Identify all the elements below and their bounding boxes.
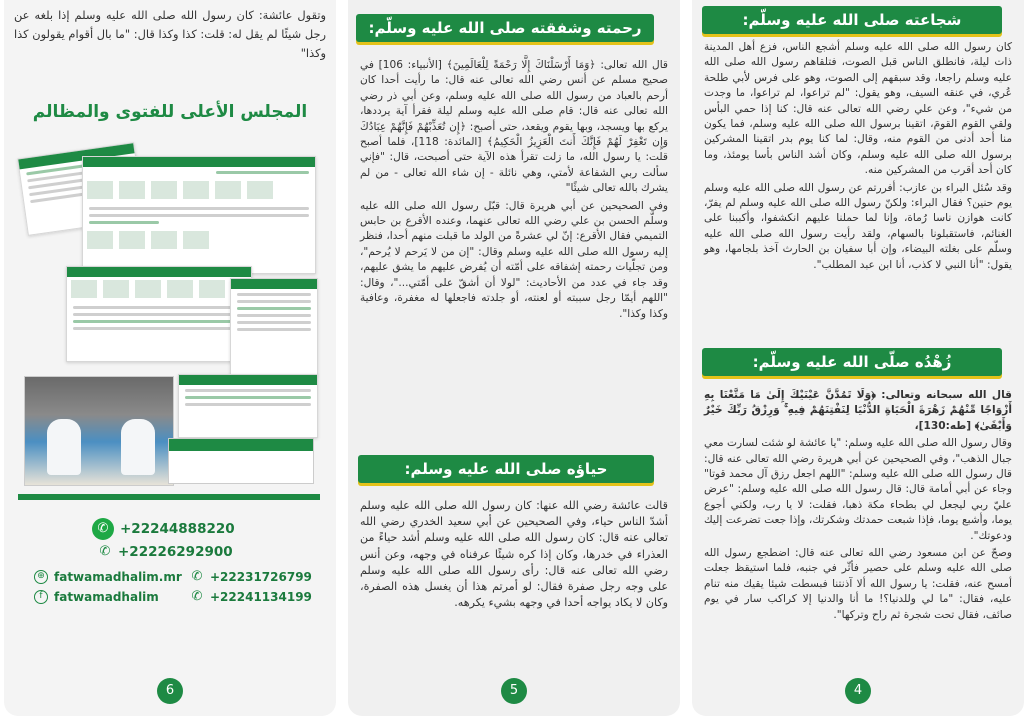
heading-mercy: رحمته وشفقته صلى الله عليه وسلّم: [356, 14, 654, 42]
whatsapp-row[interactable] [92, 518, 235, 540]
council-name: المجلس الأعلى للفتوى والمظالم [32, 102, 308, 122]
website-screenshot-collage [18, 148, 320, 498]
collage-divider [18, 494, 320, 500]
courage-section-text [692, 40, 1024, 275]
website-screenshot-5 [178, 374, 318, 438]
aisha-quote-text: وتقول عائشة: كان رسول الله صلى الله عليه وسلم إذا بلغه عن رجل شيئًا لم يقل له: قلت: كذا وكذا قال: "ما بال أقوام يقولون كذا وكذا" [14, 8, 326, 60]
website-screenshot-3 [66, 266, 252, 362]
asceticism-section-text [692, 388, 1024, 625]
mercy-paragraph-2: وفي الصحيحين عن أبي هريرة قال: قبّل رسول الله صلى الله عليه وسلّم الحسن بن علي رضي الله تعالى عنهما، وعنده الأقرع بن حابس التميمي فقال الأقرع: إنّ لي عشرةً من الولد ما قبلت منهم أحدا، فنظر إليه رسول الله صلى الله عليه وسلم وقال: "إن من لا يَرحم لا يُرحم"، ومن تجلّيات رحمته إشفاقه على أمّته أن يُفرض عليهم ما يشق عليهم، وقد جاء في عدد من الأحاديث: "لولا أن أشقّ على أمّتي..."، وقال: "اللهم أيمّا رجل سببته أو لعنته، أو جلدته فاجعلها له مغفرة، وعافية وكذا وكذا". [360, 199, 668, 320]
page-number: 5 [501, 678, 527, 704]
panel-page-5 [348, 0, 680, 716]
heading-modesty: حياؤه صلى الله عليه وسلم: [358, 455, 654, 483]
phone-row-2[interactable] [190, 570, 312, 584]
website-link[interactable]: fatwamadhalim.mr [54, 570, 182, 584]
asceticism-paragraph-3: وصحّ عن ابن مسعود رضي الله تعالى عنه قال: اضطجع رسول الله صلى الله عليه وسلم على حصير فأثّر في جنبه، فلما استيقظ جعلت أمسح عنه، فقلت: يا رسول الله ألا آذنتنا فبسطت شيئا يقيك منه تنام عليه، فقال: "ما لي وللدنيا؟! ما أنا والدنيا إلا كراكب سار في يوم صائف، فقال تحت شجرة ثم راح وتركها". [704, 547, 1012, 621]
mercy-section-text [348, 58, 680, 324]
website-row[interactable] [34, 570, 182, 584]
heading-courage: شجاعته صلى الله عليه وسلّم: [702, 6, 1002, 34]
phone-row-1[interactable] [98, 544, 233, 560]
website-screenshot-2 [82, 156, 316, 274]
asceticism-paragraph-2: وقال رسول الله صلى الله عليه وسلم: "يا عائشة لو شئت لسارت معي جبال الذهب"، وفي الصحيحين عن أبي هريرة رضي الله تعالى عنه قال: قال رسول الله صلى الله عليه وسلم: "اللهم اجعل رزق آل محمد قوتا" وجاء عن أبي أمامة قال: قال رسول الله صلى الله عليه وسلم: "عرض عليّ ربي ليجعل لي بطحاء مكة ذهبا، فقلت: لا يا رب، ولكني أجوع يوما، وأشبع يوما، فإذا شبعت حمدتك وشكرتك، وإذا جعت تضرعت إليك ودعوتك". [703, 437, 1012, 542]
modesty-paragraph: قالت عائشة رضي الله عنها: كان رسول الله صلى الله عليه وسلم أشدّ الناس حياء، وفي الصحيحين عن أبي سعيد الخدري رضي الله تعالى عنه قال: كان رسول الله صلى الله عليه وسلم أشد حياءً من العذراء في خدرها، وكان إذا كره شيئًا عرفناه في وجهه، وعن أنس رضي الله تعالى عنه قال: رأى رسول الله صلى الله عليه وسلم على وجه رجل صفرة فقال: لو أمرتم هذا أن يغسل هذه الصفرة، وكان لا يكاد يواجه أحدا في وجهه بشيء يكرهه. [360, 499, 668, 610]
courage-paragraph-2: وقد سُئل البراء بن عازب: أفررتم عن رسول الله صلى الله عليه وسلم يوم حنين؟ فقال البراء: ولكنّ رسول الله صلى الله عليه وسلم لم يفرّ، كانت هوازن ناسا رُماة، وإنا لما حملنا عليهم انكشفوا، وأكببنا على الغنائم، فاستقبلونا بالسهام، ولقد رأيت رسول الله صلى الله عليه وسلّم على بغلته البيضاء، وإن أبا سفيان بن الحارث آخذ بلجامها، وهو يقول: "أنا النبي لا كذب، أنا ابن عبد المطلب". [704, 181, 1012, 271]
page-number: 6 [157, 678, 183, 704]
mercy-paragraph-1: قال الله تعالى: ﴿وَمَا أَرْسَلْنَاكَ إِلَّا رَحْمَةً لِلْعَالَمِينَ﴾ [الأنبياء: 106] في صحيح مسلم عن أنس رضي الله تعالى عنه قال: ما رأيت أحدا كان أرحم بالعباد من رسول الله صلى الله عليه وسلم، وعن أبي ذر رضي الله تعالى عنه قال: قام صلى الله عليه وسلم ليلة فقرأ آية يرددها، يركع بها ويسجد، وبها يقوم ويقعد، حتى أصبح: ﴿إِن تُعَذِّبْهُمْ فَإِنَّهُمْ عِبَادُكَ وَإِن تَغْفِرْ لَهُمْ فَإِنَّكَ أَنتَ الْعَزِيزُ الْحَكِيمُ﴾ [المائدة: 118]، فلما أصبح قلت: يا رسول الله، ما زلت تقرأ هذه الآية حتى أصبحت، قال: "فإني سألت ربي الشفاعة لأمتي، وهي نائلة - إن شاء الله تعالى - من لم يشرك بالله تعالى شيئًا" [360, 59, 669, 195]
whatsapp-number: +22244888220 [120, 521, 235, 537]
website-screenshot-4 [230, 278, 318, 376]
program-banner [168, 438, 314, 484]
phone-icon: ✆ [191, 569, 203, 584]
page-number: 4 [845, 678, 871, 704]
facebook-icon: f [34, 590, 48, 604]
courage-paragraph-1: كان رسول الله صلى الله عليه وسلم أشجع الناس، فزع أهل المدينة ذات ليلة، فانطلق الناس قبل الصوت، فتلقاهم رسول الله صلى الله عليه وسلم راجعا، وقد سبقهم إلى الصوت، وهو على فرس لأبي طلحة عُري، في عنقه السيف، وهو يقول: "لم تراعوا، لم تراعوا، ما وجدت من شيء"، وعن علي رضي الله تعالى عنه قال: كنا إذا حمي البأس ولقي القوم القومَ، اتقينا برسول الله صلى الله عليه وسلم، فما يكون منا أحد أدنى من القوم منه، وقال: لما كنا يوم بدر اتقينا المشركين برسول الله صلى الله عليه وسلم، وكان أشد الناس بأسا يومئذ، وما كان أحد أقرب من المشركين منه. [704, 41, 1012, 177]
phone-row-3[interactable] [190, 590, 312, 604]
interview-photo [24, 376, 174, 486]
facebook-row[interactable] [34, 590, 159, 604]
phone-number-2: +22231726799 [210, 570, 312, 584]
panel-page-4 [692, 0, 1024, 716]
phone-number-1: +22226292900 [118, 544, 233, 560]
phone-number-3: +22241134199 [210, 590, 312, 604]
globe-icon: ⊕ [34, 570, 48, 584]
facebook-handle[interactable]: fatwamadhalim [54, 590, 159, 604]
phone-icon: ✆ [191, 589, 203, 604]
panel-page-6 [4, 0, 336, 716]
whatsapp-icon: ✆ [92, 518, 114, 540]
asceticism-paragraph-1: قال الله سبحانه وتعالى: ﴿وَلَا تَمُدَّنَّ عَيْنَيْكَ إِلَىٰ مَا مَتَّعْنَا بِهِ أَزْوَاجًا مِّنْهُمْ زَهْرَةَ الْحَيَاةِ الدُّنْيَا لِنَفْتِنَهُمْ فِيهِ ۚ وَرِزْقُ رَبِّكَ خَيْرٌ وَأَبْقَىٰ﴾ [طه:130]، [704, 389, 1012, 432]
phone-icon: ✆ [99, 544, 111, 559]
heading-asceticism: زُهْدُه صلّى الله عليه وسلّم: [702, 348, 1002, 376]
